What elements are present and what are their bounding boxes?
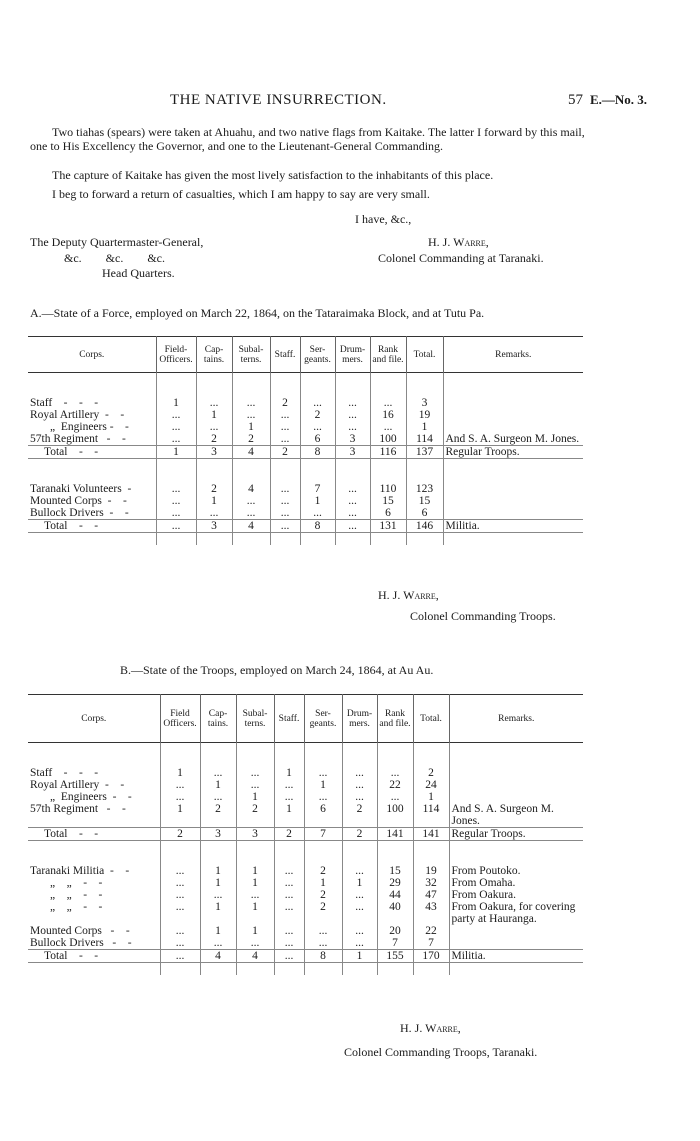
- column-header: Remarks.: [443, 337, 583, 373]
- table-cell: ...: [232, 507, 270, 520]
- table-a-signature-name: H. J. Warre,: [378, 588, 439, 602]
- paragraph-flags: Two tiahas (spears) were taken at Ahuahu, and two native flags from Kaitake. The latter I forward by this mail, one to His Excellency the Governor, and one to the Lieutenant-General Commanding.: [30, 125, 585, 153]
- table-cell: ...: [196, 397, 232, 409]
- table-cell: 19: [406, 409, 443, 421]
- table-cell: From Omaha.: [449, 877, 583, 889]
- table-cell: 6: [304, 803, 342, 828]
- table-cell: ...: [156, 495, 196, 507]
- table-cell: [449, 937, 583, 950]
- table-cell: 3: [200, 828, 236, 841]
- table-cell: 1: [160, 767, 200, 779]
- table-cell: ...: [342, 865, 377, 877]
- table-cell: And S. A. Surgeon M. Jones.: [443, 433, 583, 446]
- table-cell: Royal Artillery - -: [30, 779, 125, 791]
- table-cell: ...: [160, 865, 200, 877]
- column-header: Cap-tains.: [196, 337, 232, 373]
- column-header: Total.: [406, 337, 443, 373]
- table-cell: Royal Artillery - -: [30, 409, 125, 421]
- table-cell: 3: [196, 520, 232, 533]
- table-cell: 1: [304, 877, 342, 889]
- table-cell: ...: [342, 791, 377, 803]
- table-cell: ...: [232, 397, 270, 409]
- table-cell: 24: [413, 779, 449, 791]
- table-cell: 1: [196, 495, 232, 507]
- table-row: [28, 397, 583, 409]
- table-cell: 137: [406, 446, 443, 459]
- table-cell: Total - -: [28, 950, 160, 963]
- table-cell: 1: [406, 421, 443, 433]
- table-cell: ...: [270, 421, 300, 433]
- table-cell: Bullock Drivers - -: [30, 937, 132, 949]
- table-cell: ...: [200, 791, 236, 803]
- table-cell: ...: [160, 937, 200, 950]
- table-cell: 1: [274, 767, 304, 779]
- table-cell: ...: [160, 889, 200, 901]
- table-row: [28, 520, 583, 533]
- table-cell: 32: [413, 877, 449, 889]
- table-row: [28, 409, 583, 421]
- table-row: [28, 937, 583, 950]
- table-cell: 15: [377, 865, 413, 877]
- column-header: Cap-tains.: [200, 695, 236, 743]
- table-cell: 2: [232, 433, 270, 446]
- table-cell: 7: [413, 937, 449, 950]
- column-header: Staff.: [270, 337, 300, 373]
- table-cell: ...: [200, 889, 236, 901]
- table-cell: Mounted Corps - -: [30, 495, 127, 507]
- table-cell: ...: [156, 409, 196, 421]
- table-cell: 1: [236, 791, 274, 803]
- table-cell: Taranaki Volunteers -: [30, 483, 132, 495]
- table-cell: ...: [270, 433, 300, 446]
- table-cell: ...: [342, 901, 377, 925]
- table-cell: 2: [342, 803, 377, 828]
- table-cell: ...: [335, 409, 370, 421]
- table-cell: 131: [370, 520, 406, 533]
- table-cell: 1: [200, 901, 236, 925]
- table-cell: 2: [304, 889, 342, 901]
- table-cell: [449, 779, 583, 791]
- table-cell: ...: [196, 421, 232, 433]
- column-header: Corps.: [81, 713, 107, 724]
- table-cell: 1: [304, 779, 342, 791]
- column-header: Corps.: [79, 349, 105, 360]
- table-cell: From Poutoko.: [449, 865, 583, 877]
- table-cell: 3: [236, 828, 274, 841]
- table-cell: ...: [274, 791, 304, 803]
- table-cell: 2: [270, 446, 300, 459]
- table-cell: ...: [335, 520, 370, 533]
- table-cell: ...: [160, 901, 200, 925]
- table-cell: ...: [270, 495, 300, 507]
- table-row: [28, 779, 583, 791]
- table-row: [28, 925, 583, 937]
- table-row: [28, 791, 583, 803]
- table-row: [28, 421, 583, 433]
- table-cell: ...: [370, 397, 406, 409]
- table-cell: 2: [413, 767, 449, 779]
- table-cell: Bullock Drivers - -: [30, 507, 129, 519]
- table-cell: 7: [377, 937, 413, 950]
- table-cell: ...: [270, 520, 300, 533]
- table-cell: 2: [300, 409, 335, 421]
- table-cell: „ Engineers - -: [50, 791, 132, 803]
- table-cell: 4: [236, 950, 274, 963]
- table-row: [28, 828, 583, 841]
- column-header: Ser-geants.: [304, 695, 342, 743]
- table-cell: 1: [236, 901, 274, 925]
- table-row: [28, 889, 583, 901]
- document-reference: E.—No. 3.: [590, 92, 648, 107]
- table-cell: ...: [236, 779, 274, 791]
- table-cell: 4: [232, 446, 270, 459]
- table-cell: ...: [300, 397, 335, 409]
- table-cell: 16: [370, 409, 406, 421]
- table-cell: 170: [413, 950, 449, 963]
- table-cell: ...: [160, 791, 200, 803]
- table-cell: ...: [274, 779, 304, 791]
- table-cell: ...: [156, 433, 196, 446]
- table-cell: 114: [413, 803, 449, 828]
- table-cell: 6: [370, 507, 406, 520]
- table-cell: ...: [156, 483, 196, 495]
- addressee-etc: &c. &c. &c.: [64, 251, 165, 265]
- table-cell: ...: [156, 507, 196, 520]
- signature-name: H. J. Warre,: [428, 235, 489, 249]
- table-cell: ...: [370, 421, 406, 433]
- table-cell: ...: [342, 937, 377, 950]
- table-cell: 2: [160, 828, 200, 841]
- table-cell: Mounted Corps - -: [30, 925, 130, 937]
- table-cell: 1: [342, 950, 377, 963]
- table-cell: [443, 421, 583, 433]
- addressee: The Deputy Quartermaster-General,: [30, 235, 204, 249]
- column-header: Staff.: [274, 695, 304, 743]
- table-row: [28, 767, 583, 779]
- table-cell: And S. A. Surgeon M. Jones.: [449, 803, 583, 828]
- table-cell: Regular Troops.: [443, 446, 583, 459]
- table-cell: 22: [413, 925, 449, 937]
- table-cell: 100: [370, 433, 406, 446]
- table-cell: „ „ - -: [50, 877, 103, 889]
- addressee-location: Head Quarters.: [102, 266, 175, 280]
- table-cell: 1: [200, 877, 236, 889]
- column-header: Total.: [413, 695, 449, 743]
- table-cell: 1: [274, 803, 304, 828]
- table-cell: 44: [377, 889, 413, 901]
- table-cell: ...: [236, 767, 274, 779]
- table-cell: [443, 397, 583, 409]
- table-cell: ...: [196, 507, 232, 520]
- table-cell: 1: [300, 495, 335, 507]
- table-cell: ...: [274, 950, 304, 963]
- table-cell: Total - -: [28, 828, 160, 841]
- table-cell: 7: [304, 828, 342, 841]
- table-cell: ...: [335, 421, 370, 433]
- table-cell: „ „ - -: [50, 901, 103, 913]
- table-cell: 1: [236, 925, 274, 937]
- table-cell: Regular Troops.: [449, 828, 583, 841]
- table-cell: 2: [304, 865, 342, 877]
- column-header: Subal-terns.: [236, 695, 274, 743]
- table-cell: 1: [232, 421, 270, 433]
- table-row: [28, 877, 583, 889]
- table-cell: 1: [342, 877, 377, 889]
- table-cell: 19: [413, 865, 449, 877]
- table-cell: ...: [335, 507, 370, 520]
- table-row: [28, 865, 583, 877]
- table-cell: ...: [335, 483, 370, 495]
- table-cell: 40: [377, 901, 413, 925]
- table-cell: 1: [156, 397, 196, 409]
- table-cell: ...: [200, 767, 236, 779]
- table-cell: 15: [370, 495, 406, 507]
- signature-title: Colonel Commanding at Taranaki.: [378, 251, 544, 265]
- page-number: 57: [568, 92, 583, 108]
- table-cell: ...: [342, 925, 377, 937]
- table-cell: 20: [377, 925, 413, 937]
- table-cell: 1: [200, 779, 236, 791]
- table-cell: 123: [406, 483, 443, 495]
- table-row: [28, 950, 583, 963]
- table-cell: 4: [232, 520, 270, 533]
- table-cell: From Oakura.: [449, 889, 583, 901]
- table-cell: ...: [236, 937, 274, 950]
- table-cell: 1: [200, 925, 236, 937]
- table-b-signature-title: Colonel Commanding Troops, Taranaki.: [344, 1045, 538, 1059]
- table-cell: ...: [160, 779, 200, 791]
- table-cell: ...: [236, 889, 274, 901]
- table-cell: ...: [156, 421, 196, 433]
- table-cell: ...: [377, 767, 413, 779]
- table-cell: 22: [377, 779, 413, 791]
- table-cell: 3: [335, 446, 370, 459]
- table-cell: 3: [335, 433, 370, 446]
- table-row: [28, 495, 583, 507]
- table-cell: Total - -: [28, 446, 156, 459]
- table-cell: 2: [304, 901, 342, 925]
- table-cell: 2: [270, 397, 300, 409]
- paragraph-casualties: I beg to forward a return of casualties, which I am happy to say are very small.: [52, 187, 430, 201]
- table-cell: [443, 495, 583, 507]
- table-cell: ...: [300, 507, 335, 520]
- table-cell: [449, 925, 583, 937]
- table-cell: ...: [232, 495, 270, 507]
- table-cell: 141: [413, 828, 449, 841]
- table-cell: ...: [160, 877, 200, 889]
- table-cell: ...: [304, 767, 342, 779]
- column-header: Field-Officers.: [156, 337, 196, 373]
- table-cell: 3: [196, 446, 232, 459]
- table-cell: ...: [274, 901, 304, 925]
- table-b-signature-name: H. J. Warre,: [400, 1021, 461, 1035]
- table-cell: 3: [406, 397, 443, 409]
- table-cell: Staff - - -: [30, 767, 99, 779]
- table-cell: 1: [160, 803, 200, 828]
- table-cell: 47: [413, 889, 449, 901]
- table-cell: ...: [270, 507, 300, 520]
- column-header: Ser-geants.: [300, 337, 335, 373]
- table-cell: ...: [304, 791, 342, 803]
- column-header: Subal-terns.: [232, 337, 270, 373]
- table-cell: 110: [370, 483, 406, 495]
- table-cell: ...: [160, 925, 200, 937]
- closing: I have, &c.,: [355, 212, 412, 226]
- table-row: [28, 483, 583, 495]
- table-cell: 1: [156, 446, 196, 459]
- table-cell: 29: [377, 877, 413, 889]
- table-cell: 43: [413, 901, 449, 925]
- table-cell: 2: [274, 828, 304, 841]
- table-cell: 2: [196, 483, 232, 495]
- table-b-title: B.—State of the Troops, employed on March 24, 1864, at Au Au.: [120, 663, 434, 677]
- paragraph-capture: The capture of Kaitake has given the most lively satisfaction to the inhabitants of this place.: [52, 168, 494, 182]
- table-cell: ...: [270, 409, 300, 421]
- table-cell: 146: [406, 520, 443, 533]
- column-header: Drum-mers.: [342, 695, 377, 743]
- table-row: [28, 433, 583, 446]
- table-cell: [449, 767, 583, 779]
- table-cell: 1: [196, 409, 232, 421]
- table-cell: 1: [236, 865, 274, 877]
- table-cell: 116: [370, 446, 406, 459]
- table-cell: 2: [196, 433, 232, 446]
- table-cell: 6: [406, 507, 443, 520]
- table-cell: 8: [300, 446, 335, 459]
- table-cell: 4: [200, 950, 236, 963]
- table-cell: ...: [342, 779, 377, 791]
- table-cell: 6: [300, 433, 335, 446]
- table-cell: ...: [304, 937, 342, 950]
- table-cell: Militia.: [443, 520, 583, 533]
- table-cell: 2: [200, 803, 236, 828]
- table-row: [28, 446, 583, 459]
- table-cell: ...: [377, 791, 413, 803]
- table-cell: ...: [274, 865, 304, 877]
- table-cell: ...: [160, 950, 200, 963]
- table-cell: ...: [342, 889, 377, 901]
- table-cell: 1: [413, 791, 449, 803]
- table-cell: ...: [232, 409, 270, 421]
- column-header: Remarks.: [449, 695, 583, 743]
- table-a: [28, 336, 583, 545]
- table-cell: 100: [377, 803, 413, 828]
- table-cell: 7: [300, 483, 335, 495]
- table-cell: Taranaki Militia - -: [30, 865, 130, 877]
- page-title: THE NATIVE INSURRECTION.: [170, 92, 387, 108]
- column-header: Rank and file.: [377, 695, 413, 743]
- table-row: [28, 507, 583, 520]
- table-cell: 4: [232, 483, 270, 495]
- table-cell: 2: [342, 828, 377, 841]
- table-cell: ...: [335, 495, 370, 507]
- table-cell: ...: [274, 889, 304, 901]
- table-cell: ...: [335, 397, 370, 409]
- table-cell: [443, 409, 583, 421]
- table-cell: [443, 507, 583, 520]
- table-cell: ...: [274, 937, 304, 950]
- table-cell: Total - -: [28, 520, 156, 533]
- column-header: Drum-mers.: [335, 337, 370, 373]
- table-a-signature-title: Colonel Commanding Troops.: [410, 609, 556, 623]
- table-cell: ...: [274, 877, 304, 889]
- column-header: Rank and file.: [370, 337, 406, 373]
- table-cell: ...: [270, 483, 300, 495]
- table-cell: 155: [377, 950, 413, 963]
- table-cell: ...: [304, 925, 342, 937]
- table-cell: From Oakura, for covering party at Hauranga.: [449, 901, 583, 925]
- table-cell: 57th Regiment - -: [30, 803, 126, 815]
- table-cell: ...: [274, 925, 304, 937]
- table-cell: ...: [300, 421, 335, 433]
- table-cell: 1: [200, 865, 236, 877]
- table-cell: „ Engineers - -: [50, 421, 129, 433]
- table-cell: 15: [406, 495, 443, 507]
- table-cell: ...: [342, 767, 377, 779]
- table-cell: 141: [377, 828, 413, 841]
- table-cell: [443, 483, 583, 495]
- table-row: [28, 901, 583, 925]
- table-cell: Militia.: [449, 950, 583, 963]
- table-row: [28, 803, 583, 828]
- table-cell: ...: [156, 520, 196, 533]
- table-cell: Staff - - -: [30, 397, 99, 409]
- table-cell: [449, 791, 583, 803]
- column-header: Field Officers.: [160, 695, 200, 743]
- table-cell: ...: [200, 937, 236, 950]
- table-cell: 1: [236, 877, 274, 889]
- table-cell: 114: [406, 433, 443, 446]
- table-cell: 2: [236, 803, 274, 828]
- table-cell: 8: [304, 950, 342, 963]
- table-cell: 57th Regiment - -: [30, 433, 126, 445]
- table-cell: „ „ - -: [50, 889, 103, 901]
- table-a-title: A.—State of a Force, employed on March 22, 1864, on the Tataraimaka Block, and at Tutu Pa.: [30, 306, 485, 320]
- table-b: [28, 694, 583, 975]
- table-cell: 8: [300, 520, 335, 533]
